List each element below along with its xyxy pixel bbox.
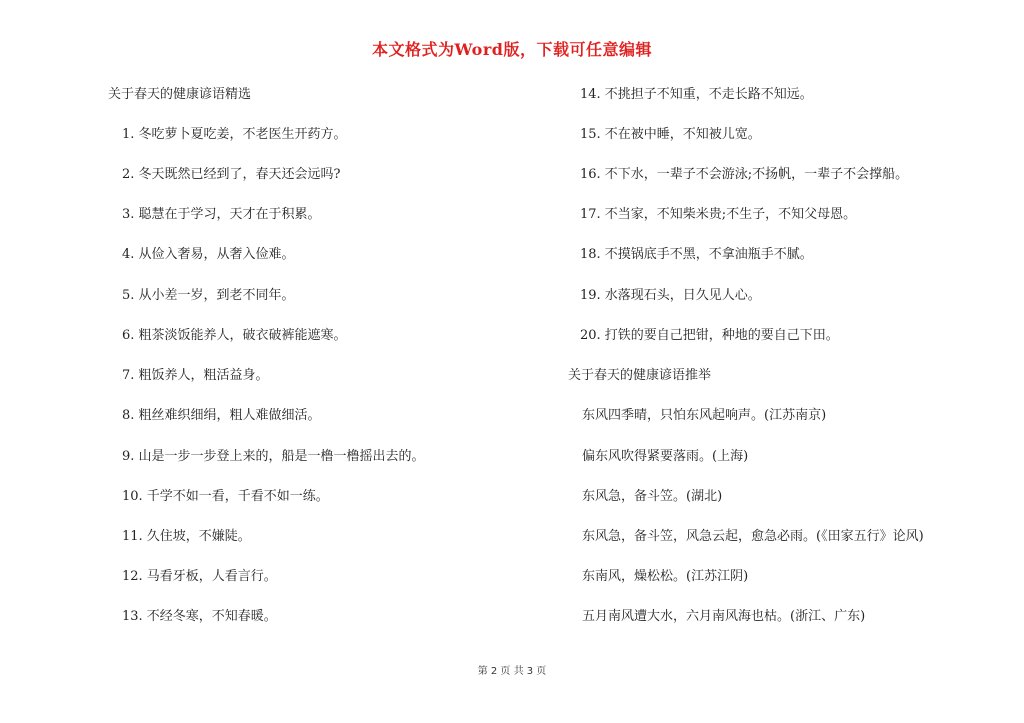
list-item: 16. 不下水，一辈子不会游泳;不扬帆，一辈子不会撑船。 [580, 167, 909, 182]
list-item: 18. 不摸锅底手不黑，不拿油瓶手不腻。 [580, 247, 813, 262]
section-title-recommended-proverbs: 关于春天的健康谚语推举 [568, 368, 712, 383]
list-item: 14. 不挑担子不知重，不走长路不知远。 [580, 87, 813, 102]
saying-item: 东风四季晴，只怕东风起响声。(江苏南京) [582, 408, 827, 423]
list-item: 4. 从俭入奢易，从奢入俭难。 [122, 247, 295, 262]
list-item: 6. 粗茶淡饭能养人，破衣破裤能遮寒。 [122, 328, 347, 343]
document-header-banner: 本文格式为Word版，下载可任意编辑 [372, 40, 652, 59]
list-item: 2. 冬天既然已经到了，春天还会远吗? [122, 167, 341, 182]
saying-item: 东风急，备斗笠，风急云起，愈急必雨。(《田家五行》论风) [582, 529, 924, 544]
list-item: 10. 千学不如一看，千看不如一练。 [122, 489, 329, 504]
list-item: 17. 不当家，不知柴米贵;不生子，不知父母恩。 [580, 207, 857, 222]
list-item: 9. 山是一步一步登上来的，船是一橹一橹摇出去的。 [122, 449, 425, 464]
list-item: 15. 不在被中睡，不知被儿宽。 [580, 127, 761, 142]
section-title-selected-proverbs: 关于春天的健康谚语精选 [108, 87, 252, 102]
list-item: 19. 水落现石头，日久见人心。 [580, 288, 761, 303]
list-item: 12. 马看牙板，人看言行。 [122, 569, 277, 584]
list-item: 5. 从小差一岁，到老不同年。 [122, 288, 295, 303]
list-item: 1. 冬吃萝卜夏吃姜，不老医生开药方。 [122, 127, 347, 142]
saying-item: 东南风，燥松松。(江苏江阴) [582, 569, 749, 584]
list-item: 7. 粗饭养人，粗活益身。 [122, 368, 269, 383]
list-item: 11. 久住坡，不嫌陡。 [122, 529, 251, 544]
saying-item: 偏东风吹得紧要落雨。(上海) [582, 449, 749, 464]
list-item: 8. 粗丝难织细绢，粗人难做细活。 [122, 408, 321, 423]
list-item: 13. 不经冬寒，不知春暖。 [122, 609, 277, 624]
saying-item: 五月南风遭大水，六月南风海也枯。(浙江、广东) [582, 609, 866, 624]
list-item: 3. 聪慧在于学习，天才在于积累。 [122, 207, 321, 222]
saying-item: 东风急，备斗笠。(湖北) [582, 489, 723, 504]
list-item: 20. 打铁的要自己把钳，种地的要自己下田。 [580, 328, 839, 343]
page-number-footer: 第 2 页 共 3 页 [477, 666, 547, 677]
